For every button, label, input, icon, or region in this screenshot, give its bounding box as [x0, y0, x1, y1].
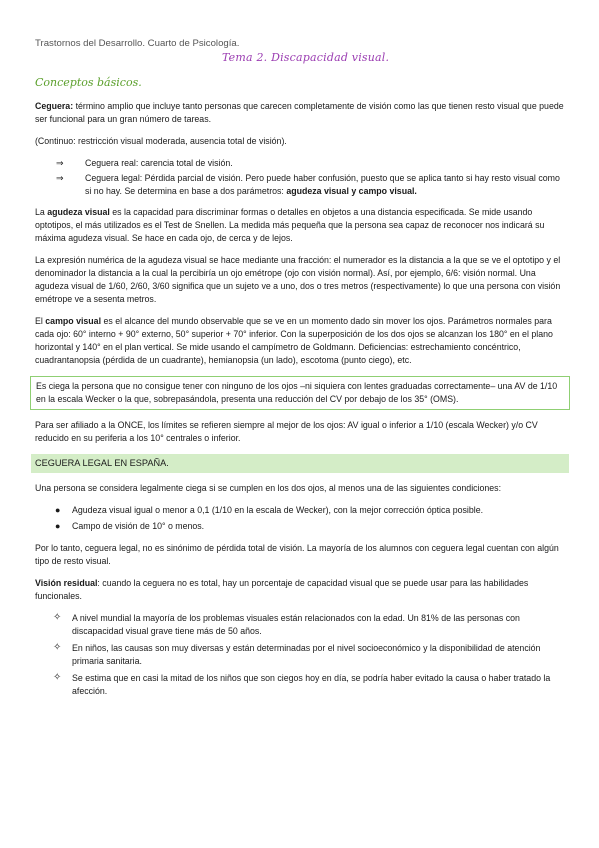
diamond-icon: ✧	[53, 612, 62, 623]
section-heading: CEGUERA LEGAL EN ESPAÑA.	[31, 454, 569, 473]
paragraph-once: Para ser afiliado a la ONCE, los límites se refieren siempre al mejor de los ojos: AV igual o inferior a 1/10 (escala Wecker) y/o CV reducido en su periferia a los 10° centrales o inferior.	[35, 420, 538, 443]
diamond-icon: ✧	[53, 672, 62, 683]
item-text: Campo de visión de 10° o menos.	[72, 521, 205, 531]
list-item	[35, 504, 565, 517]
list-item	[35, 642, 565, 668]
list-item	[35, 672, 565, 698]
item-text: : carencia total de visión.	[135, 158, 233, 168]
paragraph-text: : cuando la ceguera no es total, hay un porcentaje de capacidad visual que se puede usar para las habilidades funcionales.	[35, 578, 529, 601]
item-term: Ceguera real	[85, 158, 136, 168]
definition-text: Es ciega la persona que no consigue tener con ninguno de los ojos –ni siquiera con lentes graduadas correctamente– una AV de 1/10 en la escala Wecker o la que, sobrepasándola, presenta una reducción del CV por debajo de los 35° (OMS).	[36, 381, 558, 404]
term-vision-residual: Visión residual	[35, 578, 98, 588]
item-text: A nivel mundial la mayoría de los problemas visuales están relacionados con la edad. Un 81% de las personas con discapacidad visual grave tiene más de 50 años.	[72, 613, 520, 636]
item-term-bold: agudeza visual y campo visual.	[286, 186, 417, 196]
paragraph-residual	[35, 577, 565, 603]
item-text: En niños, las causas son muy diversas y están determinadas por el nivel socioeconómico y la disponibilidad de atención primaria sanitaria.	[72, 643, 541, 666]
paragraph-text: término amplio que incluye tanto personas que carecen completamente de visión como las que tienen resto visual que puede ser funcional para un gran número de tareas.	[35, 101, 564, 124]
arrow-list	[35, 157, 565, 198]
diamond-list	[35, 612, 565, 698]
bullet-icon: ●	[55, 505, 61, 515]
paragraph-fraccion: La expresión numérica de la agudeza visual se hace mediante una fracción: el numerador es la distancia a la que se ve el optotipo y el denominador la distancia a la cual la percibiría un ojo emétrope (ojo con visión normal). Así, por ejemplo, 6/6: visión normal. Una agudeza visual de 1/60, 2/60, 3/60 significa que un sujeto ve a uno, dos o tres metros (respectivamente) lo que una persona con visión emétrope ve a sesenta metros.	[35, 255, 561, 304]
diamond-icon: ✧	[53, 642, 62, 653]
paragraph-agudeza	[35, 206, 565, 245]
list-item	[35, 520, 565, 533]
paragraph-ceguera	[35, 100, 565, 126]
list-item	[56, 157, 565, 170]
item-text: : Pérdida parcial de visión. Pero puede haber confusión, puesto que se aplica tanto si hay resto visual como si no hay. Se determina en base a dos parámetros:	[85, 173, 560, 196]
paragraph-conclusion: Por lo tanto, ceguera legal, no es sinónimo de pérdida total de visión. La mayoría de los alumnos con ceguera legal cuentan con algún tipo de resto visual.	[35, 543, 559, 566]
paragraph-continuo: (Continuo: restricción visual moderada, ausencia total de visión).	[35, 136, 287, 146]
arrow-icon: ⇒	[56, 158, 64, 168]
item-text: Se estima que en casi la mitad de los niños que son ciegos hoy en día, se podría haber evitado la causa o haber tratado la afección.	[72, 673, 551, 696]
item-term: Ceguera legal	[85, 173, 140, 183]
page-title: Tema 2. Discapacidad visual.	[222, 51, 390, 64]
bullet-list	[35, 504, 565, 533]
definition-box	[30, 376, 570, 410]
section-subtitle: Conceptos básicos.	[35, 76, 142, 89]
term-ceguera: Ceguera:	[35, 101, 74, 111]
list-item	[56, 172, 565, 198]
page-header: Trastornos del Desarrollo. Cuarto de Psicología.	[35, 38, 240, 49]
paragraph-legal: Una persona se considera legalmente ciega si se cumplen en los dos ojos, al menos una de las siguientes condiciones:	[35, 483, 502, 493]
paragraph-text: La	[35, 207, 48, 217]
item-text: Agudeza visual igual o menor a 0,1 (1/10 en la escala de Wecker), con la mejor corrección óptica posible.	[72, 505, 484, 515]
term-campo-visual: campo visual	[45, 316, 102, 326]
term-agudeza-visual: agudeza visual	[47, 207, 110, 217]
list-item	[35, 612, 565, 638]
paragraph-text: El	[35, 316, 46, 326]
paragraph-text: es el alcance del mundo observable que se ve en un momento dado sin mover los ojos. Parámetros normales para cada ojo: 60° interno + 90° externo, 50° superior + 70° inferior. Con la superposición de los dos ojos se alcanzan los 180° en el plano horizontal y 140° en el plan vertical. Se mide usando el campímetro de Goldmann. Deficiencias: estrechamiento concéntrico, cuadrantanopsia (pérdida de un cuadrante), hemianopsia (un lado), escotoma (punto ciego), etc.	[35, 316, 553, 365]
arrow-icon: ⇒	[56, 173, 64, 183]
bullet-icon: ●	[55, 521, 61, 531]
paragraph-campo	[35, 315, 565, 367]
document-body	[35, 100, 565, 702]
paragraph-text: es la capacidad para discriminar formas o detalles en objetos a una distancia especificada. Se mide usando optotipos, el más utilizados es el Test de Snellen. La medida más pequeña que la persona sea capaz de reconocer nos indicará su máxima agudeza visual. Se hace en cada ojo, de cerca y de lejos.	[35, 207, 545, 243]
